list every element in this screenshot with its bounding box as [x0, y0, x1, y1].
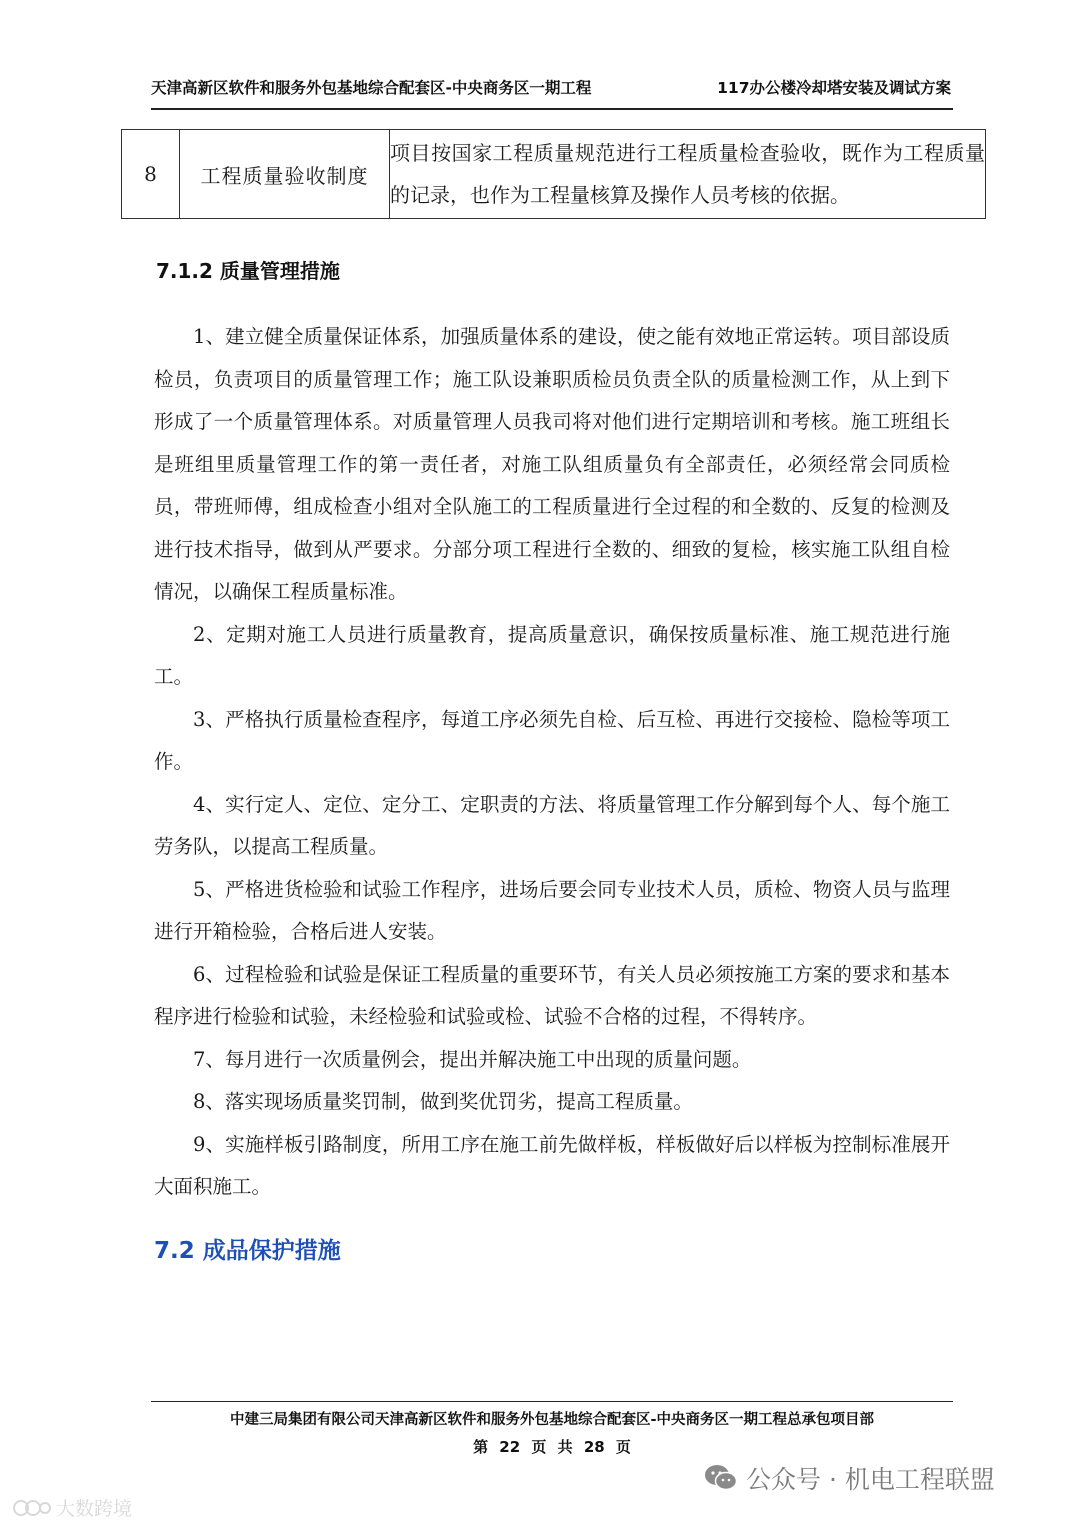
brand-logo-icon [12, 1497, 52, 1519]
brand-watermark-text: 大数跨境 [56, 1498, 133, 1520]
quality-system-table [121, 129, 986, 219]
section-heading-7-1-2: 7.1.2 质量管理措施 [156, 259, 340, 283]
page-number: 第 22 页 共 28 页 [473, 1438, 631, 1456]
paragraph: 3、严格执行质量检查程序，每道工序必须先自检、后互检、再进行交接检、隐检等项工作。 [154, 707, 950, 773]
section-heading-7-2: 7.2 成品保护措施 [154, 1238, 341, 1264]
wechat-watermark-text: 公众号 · 机电工程联盟 [746, 1465, 995, 1494]
header-divider [151, 108, 953, 110]
footer-organization: 中建三局集团有限公司天津高新区软件和服务外包基地综合配套区-中央商务区一期工程总承包项目部 [229, 1412, 874, 1428]
header-project-title: 天津高新区软件和服务外包基地综合配套区-中央商务区一期工程 [151, 79, 592, 97]
table-cell-description: 项目按国家工程质量规范进行工程质量检查验收，既作为工程质量的记录，也作为工程量核算及操作人员考核的依据。 [390, 130, 986, 219]
table-cell-number: 8 [122, 130, 180, 219]
footer-divider [151, 1401, 953, 1402]
paragraph: 7、每月进行一次质量例会，提出并解决施工中出现的质量问题。 [193, 1047, 752, 1071]
header-document-title: 117办公楼冷却塔安装及调试方案 [717, 79, 951, 97]
paragraph: 2、定期对施工人员进行质量教育，提高质量意识，确保按质量标准、施工规范进行施工。 [154, 622, 950, 688]
page-header [151, 76, 951, 98]
paragraph: 8、落实现场质量奖罚制，做到奖优罚劣，提高工程质量。 [193, 1090, 693, 1113]
paragraph: 6、过程检验和试验是保证工程质量的重要环节，有关人员必须按施工方案的要求和基本程序进行检验和试验，未经检验和试验或检、试验不合格的过程，不得转序。 [154, 962, 950, 1028]
wechat-watermark [704, 1460, 995, 1496]
wechat-icon [704, 1463, 738, 1493]
paragraph: 9、实施样板引路制度，所用工序在施工前先做样板，样板做好后以样板为控制标准展开大面积施工。 [154, 1132, 950, 1198]
table-row [122, 130, 986, 219]
brand-watermark [12, 1494, 132, 1521]
quality-measures-body [154, 316, 950, 1209]
paragraph: 1、建立健全质量保证体系，加强质量体系的建设，使之能有效地正常运转。项目部设质检员，负责项目的质量管理工作；施工队设兼职质检员负责全队的质量检测工作，从上到下形成了一个质量管理体系。对质量管理人员我司将对他们进行定期培训和考核。施工班组长是班组里质量管理工作的第一责任者，对施工队组质量负有全部责任，必须经常会同质检员，带班师傅，组成检查小组对全队施工的工程质量进行全过程的和全数的、反复的检测及进行技术指导，做到从严要求。分部分项工程进行全数的、细致的复检，核实施工队组自检情况，以确保工程质量标准。 [154, 325, 950, 603]
paragraph: 4、实行定人、定位、定分工、定职责的方法、将质量管理工作分解到每个人、每个施工劳务队，以提高工程质量。 [154, 792, 950, 858]
table-cell-name: 工程质量验收制度 [180, 130, 390, 219]
paragraph: 5、严格进货检验和试验工作程序，进场后要会同专业技术人员，质检、物资人员与监理进行开箱检验，合格后进人安装。 [154, 877, 950, 943]
